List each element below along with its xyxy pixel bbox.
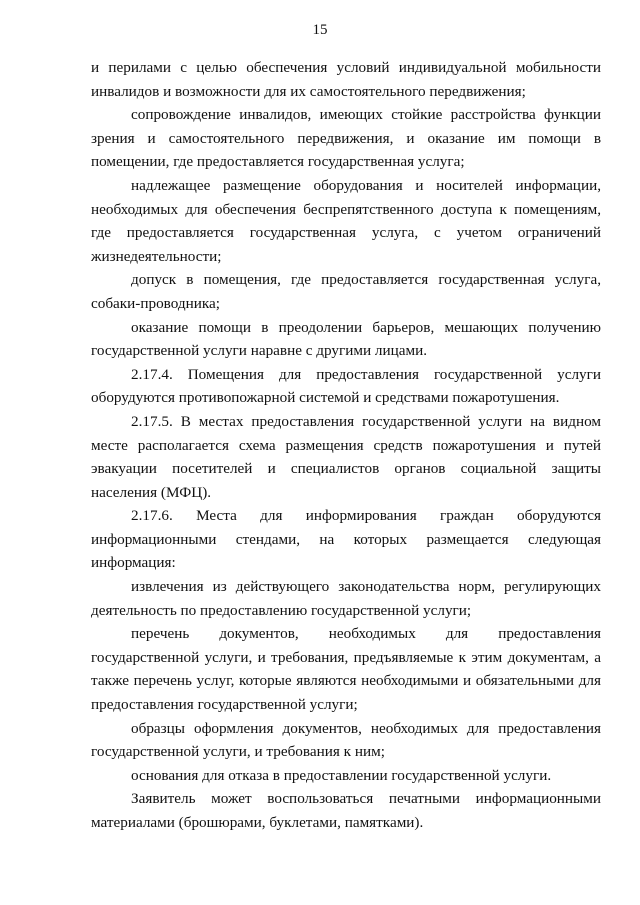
paragraph-guide-dog: допуск в помещения, где предоставляется государственная услуга, собаки-проводника; xyxy=(91,271,601,312)
paragraph-escort-disabled: сопровождение инвалидов, имеющих стойкие расстройства функции зрения и самостоятельного передвижения, и оказание им помощи в помещении, где предоставляется государственная услуга; xyxy=(91,106,601,171)
paragraph-printed-materials: Заявитель может воспользоваться печатными информационными материалами (брошюрами, буклетами, памятками). xyxy=(91,790,601,831)
paragraph-2-17-6: 2.17.6. Места для информирования граждан оборудуются информационными стендами, на которых размещается следующая информация: xyxy=(91,507,601,572)
document-body xyxy=(91,56,601,835)
paragraph-continuation: и перилами с целью обеспечения условий индивидуальной мобильности инвалидов и возможности для их самостоятельного передвижения; xyxy=(91,59,601,100)
paragraph-document-list: перечень документов, необходимых для предоставления государственной услуги, и требования, предъявляемые к этим документам, а также перечень услуг, которые являются необходимыми и обязательными для предоставления государственной услуги; xyxy=(91,625,601,714)
paragraph-2-17-5: 2.17.5. В местах предоставления государственной услуги на видном месте располагается схема размещения средств пожаротушения и путей эвакуации посетителей и специалистов органов социальной защиты населения (МФЦ). xyxy=(91,412,601,501)
paragraph-equipment-placement: надлежащее размещение оборудования и носителей информации, необходимых для обеспечения беспрепятственного доступа к помещениям, где предоставляется государственная услуга, с учетом ограничений жизнедеятельности; xyxy=(91,176,601,265)
paragraph-document-samples: образцы оформления документов, необходимых для предоставления государственной услуги, и требования к ним; xyxy=(91,719,601,761)
paragraph-barrier-assistance: оказание помощи в преодолении барьеров, мешающих получению государственной услуги наравне с другими лицами. xyxy=(91,318,601,360)
paragraph-legislation-excerpts: извлечения из действующего законодательства норм, регулирующих деятельность по предоставлению государственной услуги; xyxy=(91,578,601,619)
page-number: 15 xyxy=(312,22,328,38)
paragraph-2-17-4: 2.17.4. Помещения для предоставления государственной услуги оборудуются противопожарной системой и средствами пожаротушения. xyxy=(91,365,601,407)
paragraph-refusal-grounds: основания для отказа в предоставлении государственной услуги. xyxy=(131,766,552,784)
